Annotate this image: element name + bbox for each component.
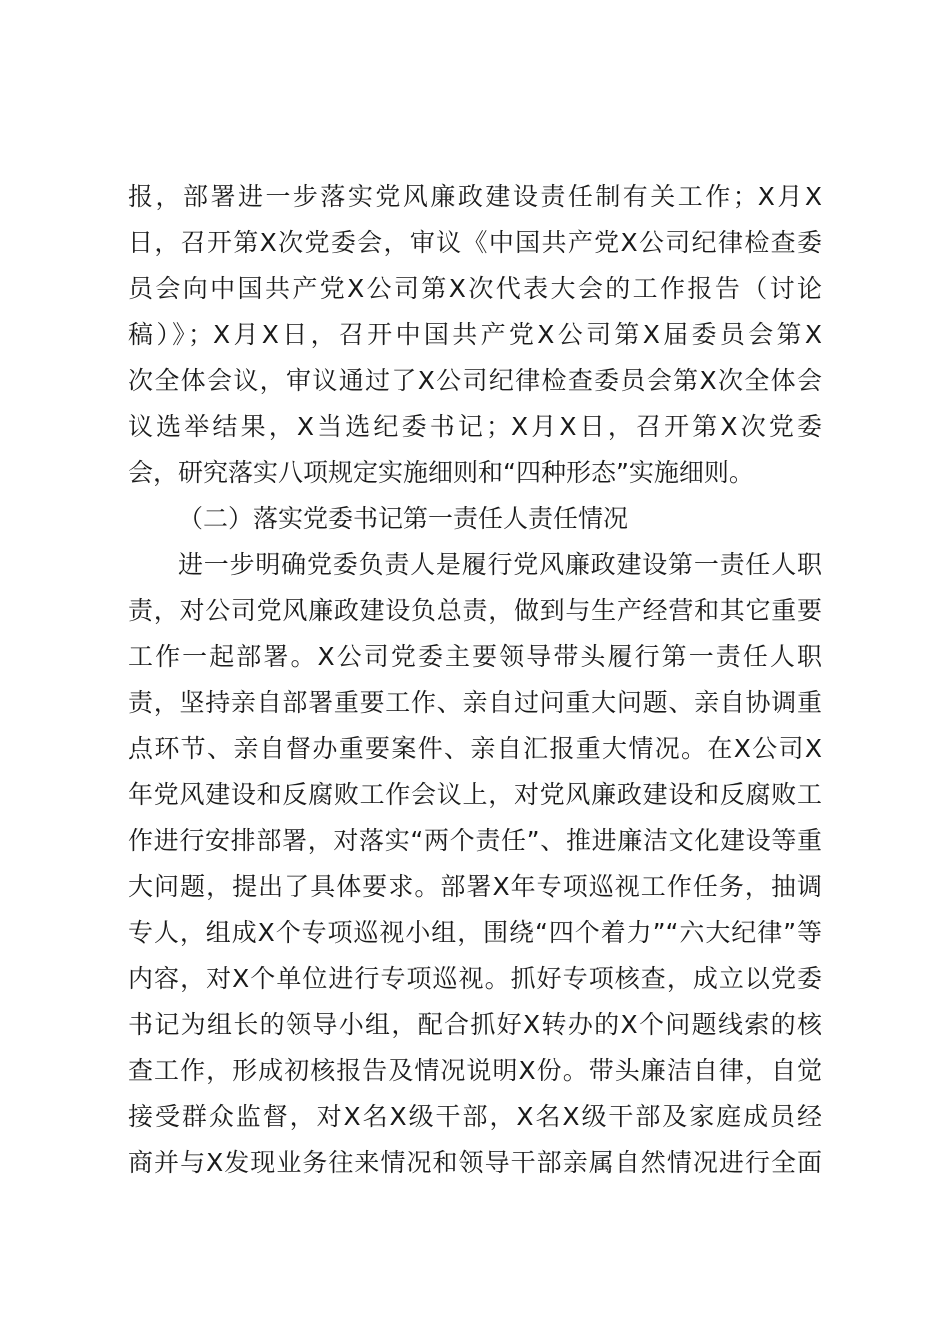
text-line: 进一步明确党委负责人是履行党风廉政建设第一责任人职 — [178, 550, 822, 579]
text-line: 内容，对X个单位进行专项巡视。抓好专项核查，成立以党委 — [128, 964, 822, 993]
text-line: 作进行安排部署，对落实“两个责任”、推进廉洁文化建设等重 — [128, 826, 822, 855]
text-line: 工作一起部署。X公司党委主要领导带头履行第一责任人职 — [128, 642, 822, 671]
text-line: 商并与X发现业务往来情况和领导干部亲属自然情况进行全面 — [128, 1148, 822, 1177]
text-line: 大问题，提出了具体要求。部署X年专项巡视工作任务，抽调 — [128, 872, 822, 901]
text-line: 书记为组长的领导小组，配合抓好X转办的X个问题线索的核 — [128, 1010, 822, 1039]
text-line: 稿）》；X月X日，召开中国共产党X公司第X届委员会第X — [128, 320, 822, 349]
text-line: 员会向中国共产党X公司第X次代表大会的工作报告（讨论 — [128, 274, 822, 303]
text-line: 点环节、亲自督办重要案件、亲自汇报重大情况。在X公司X — [128, 734, 822, 763]
text-line: 专人，组成X个专项巡视小组，围绕“四个着力”“六大纪律”等 — [128, 918, 822, 947]
text-line: 责，坚持亲自部署重要工作、亲自过问重大问题、亲自协调重 — [128, 688, 822, 717]
section-heading — [128, 496, 822, 542]
text-line: 次全体会议，审议通过了X公司纪律检查委员会第X次全体会 — [128, 366, 822, 395]
text-line: 会，研究落实八项规定实施细则和“四种形态”实施细则。 — [128, 458, 754, 487]
document-body — [128, 174, 822, 1186]
section-heading-text: （二）落实党委书记第一责任人责任情况 — [178, 504, 629, 533]
text-line: 查工作，形成初核报告及情况说明X份。带头廉洁自律，自觉 — [128, 1056, 822, 1085]
text-line: 报，部署进一步落实党风廉政建设责任制有关工作；X月X — [128, 182, 822, 211]
text-line: 议选举结果，X当选纪委书记；X月X日，召开第X次党委 — [128, 412, 822, 441]
text-line: 接受群众监督，对X名X级干部，X名X级干部及家庭成员经 — [128, 1102, 822, 1131]
text-line: 日，召开第X次党委会，审议《中国共产党X公司纪律检查委 — [128, 228, 822, 257]
text-line: 责，对公司党风廉政建设负总责，做到与生产经营和其它重要 — [128, 596, 822, 625]
text-line: 年党风建设和反腐败工作会议上，对党风廉政建设和反腐败工 — [128, 780, 822, 809]
paragraph-continuation — [128, 174, 822, 496]
paragraph-secretary-responsibility — [128, 542, 822, 1186]
